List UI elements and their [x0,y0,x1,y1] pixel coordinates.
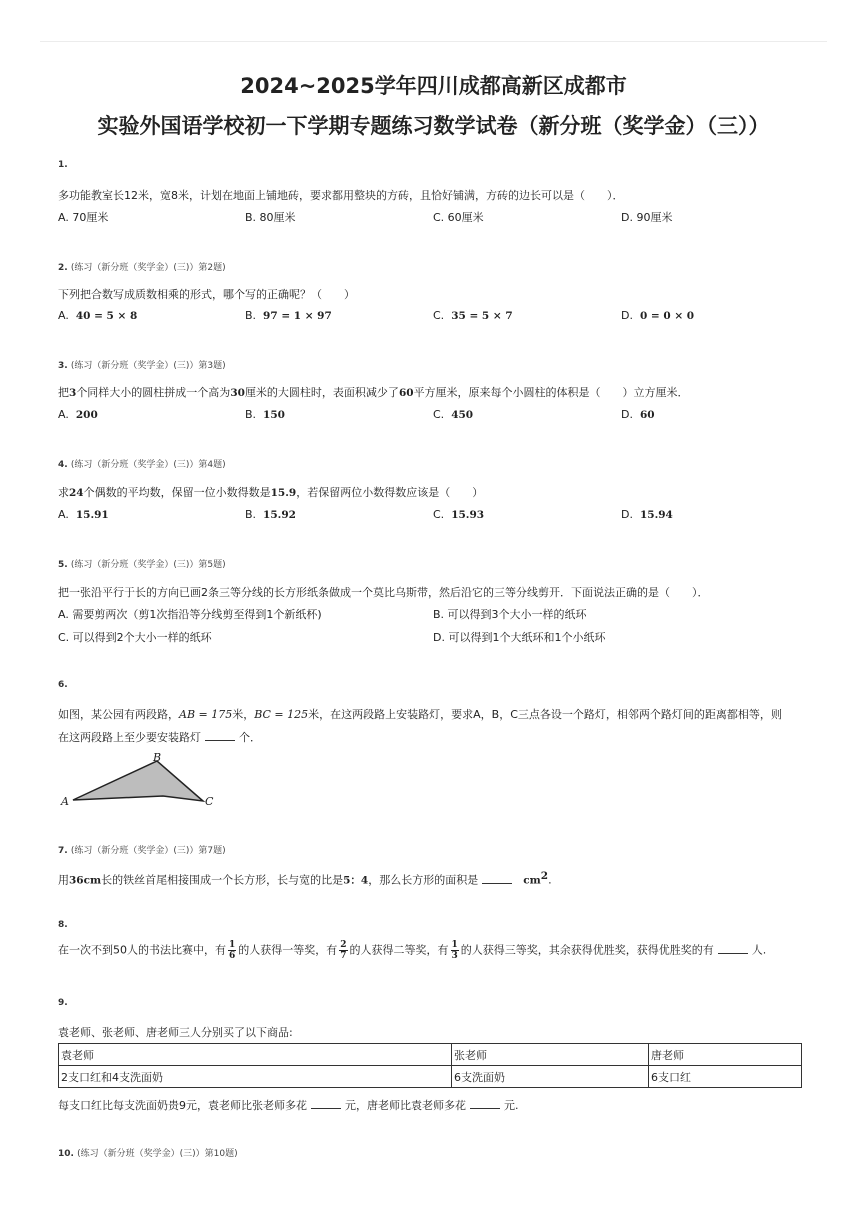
question-9-intro: 袁老师、张老师、唐老师三人分别买了以下商品: [58,1026,293,1039]
question-3-option-a[interactable]: A. 200 [58,408,98,421]
question-6-stem-line-2: 在这两段路上至少要安装路灯 个． [58,731,261,744]
question-7-stem: 用36cm长的铁丝首尾相接围成一个长方形，长与宽的比是5：4，那么长方形的面积是 $cm^2$. [58,870,552,887]
question-2-number: 2. (练习（新分班（奖学金）(三)）第2题) [58,263,226,273]
question-2-option-c[interactable]: C. 35 = 5 × 7 [433,309,513,322]
table-cell: 6支口红 [649,1066,802,1088]
question-4-option-b[interactable]: B. 15.92 [245,508,296,521]
question-8-stem: 在一次不到50人的书法比赛中，有 $\frac{1}{6}$ 的人获得一等奖，有 $\frac{2}{7}$ 的人获得二等奖，有 $\frac{1}{3}$ 的人获得三等奖，其余获得优胜奖，获得优胜奖的有 人. [58,940,767,961]
question-1-stem: 多功能教室长12米，宽8米，计划在地面上铺地砖，要求都用整块的方砖，且恰好铺满，方砖的边长可以是（ ）． [58,189,624,202]
question-1-option-c[interactable]: C. 60厘米 [433,211,484,224]
question-9-stem: 每支口红比每支洗面奶贵9元，袁老师比张老师多花 元，唐老师比袁老师多花 元. [58,1099,519,1112]
question-8-number: 8. [58,920,68,930]
question-4-option-d[interactable]: D. 15.94 [621,508,673,521]
triangle-figure [55,752,225,812]
question-5-option-c[interactable]: C. 可以得到2个大小一样的纸环 [58,631,212,644]
question-9-number: 9. [58,998,68,1008]
vertex-label-b: B [153,752,162,764]
question-5-stem: 把一张沿平行于长的方向已画2条三等分线的长方形纸条做成一个莫比乌斯带，然后沿它的三等分线剪开．下面说法正确的是（ ）． [58,586,709,599]
table-cell: 6支洗面奶 [452,1066,649,1088]
question-6-answer-blank[interactable] [205,730,235,741]
question-3-stem: 把3个同样大小的圆柱拼成一个高为30厘米的大圆柱时，表面积减少了60平方厘米，原来每个小圆柱的体积是（ ）立方厘米． [58,386,689,399]
question-2-source-tag: (练习（新分班（奖学金）(三)）第2题) [70,263,226,273]
question-4-source-tag: (练习（新分班（奖学金）(三)）第4题) [70,460,226,470]
question-10-source-tag: (练习（新分班（奖学金）(三)）第10题) [77,1149,238,1159]
table-header-cell: 袁老师 [59,1044,452,1066]
table-row [59,1066,802,1088]
question-6-stem: 如图，某公园有两段路，AB = 175米，BC = 125米，在这两段路上安装路灯，要求A，B，C三点各设一个路灯，相邻两个路灯间的距离都相等，则 [58,708,782,721]
triangle-shape [73,761,203,801]
question-3-option-b[interactable]: B. 150 [245,408,285,421]
question-8-answer-blank[interactable] [718,943,748,954]
top-divider [40,41,827,42]
question-2-stem: 下列把合数写成质数相乘的形式，哪个写的正确呢？（ ） [58,288,355,301]
question-6-number: 6. [58,680,68,690]
question-3-number: 3. (练习（新分班（奖学金）(三)）第3题) [58,361,226,371]
question-1-number: 1. [58,160,68,170]
fraction-one-sixth: $\frac{1}{6}$ [229,940,236,961]
question-3-option-c[interactable]: C. 450 [433,408,474,421]
question-5-option-b[interactable]: B. 可以得到3个大小一样的纸环 [433,608,587,621]
question-3-source-tag: (练习（新分班（奖学金）(三)）第3题) [70,361,226,371]
table-header-row [59,1044,802,1066]
question-7-answer-blank[interactable] [482,873,512,884]
question-5-option-a[interactable]: A. 需要剪两次（剪1次指沿等分线剪至得到1个新纸杯) [58,608,322,621]
question-2-option-d[interactable]: D. 0 = 0 × 0 [621,309,695,322]
fraction-one-third: $\frac{1}{3}$ [451,940,458,961]
table-header-cell: 唐老师 [649,1044,802,1066]
question-5-number: 5. (练习（新分班（奖学金）(三)）第5题) [58,560,226,570]
page-title-line-2: 实验外国语学校初一下学期专题练习数学试卷（新分班（奖学金）（三）） [97,114,770,138]
vertex-label-c: C [205,795,214,808]
question-2-option-a[interactable]: A. 40 = 5 × 8 [58,309,138,322]
question-2-option-b[interactable]: B. 97 = 1 × 97 [245,309,332,322]
question-10-number: 10. (练习（新分班（奖学金）(三)）第10题) [58,1149,238,1159]
page-title-line-1: 2024~2025学年四川成都高新区成都市 [240,74,627,98]
question-7-number: 7. (练习（新分班（奖学金）(三)）第7题) [58,846,226,856]
question-1-option-b[interactable]: B. 80厘米 [245,211,296,224]
question-4-option-c[interactable]: C. 15.93 [433,508,485,521]
question-5-source-tag: (练习（新分班（奖学金）(三)）第5题) [70,560,226,570]
vertex-label-a: A [61,795,69,808]
question-9-answer-blank-1[interactable] [311,1098,341,1109]
fraction-two-sevenths: $\frac{2}{7}$ [340,940,347,961]
table-header-cell: 张老师 [452,1044,649,1066]
question-9-table [58,1043,802,1088]
question-9-answer-blank-2[interactable] [470,1098,500,1109]
table-cell: 2支口红和4支洗面奶 [59,1066,452,1088]
question-1-option-d[interactable]: D. 90厘米 [621,211,673,224]
question-4-option-a[interactable]: A. 15.91 [58,508,109,521]
question-4-stem: 求24个偶数的平均数，保留一位小数得数是15.9，若保留两位小数得数应该是（ ） [58,486,484,499]
question-5-option-d[interactable]: D. 可以得到1个大纸环和1个小纸环 [433,631,606,644]
question-7-source-tag: (练习（新分班（奖学金）(三)）第7题) [70,846,226,856]
question-3-option-d[interactable]: D. 60 [621,408,655,421]
question-1-option-a[interactable]: A. 70厘米 [58,211,109,224]
question-4-number: 4. (练习（新分班（奖学金）(三)）第4题) [58,460,226,470]
